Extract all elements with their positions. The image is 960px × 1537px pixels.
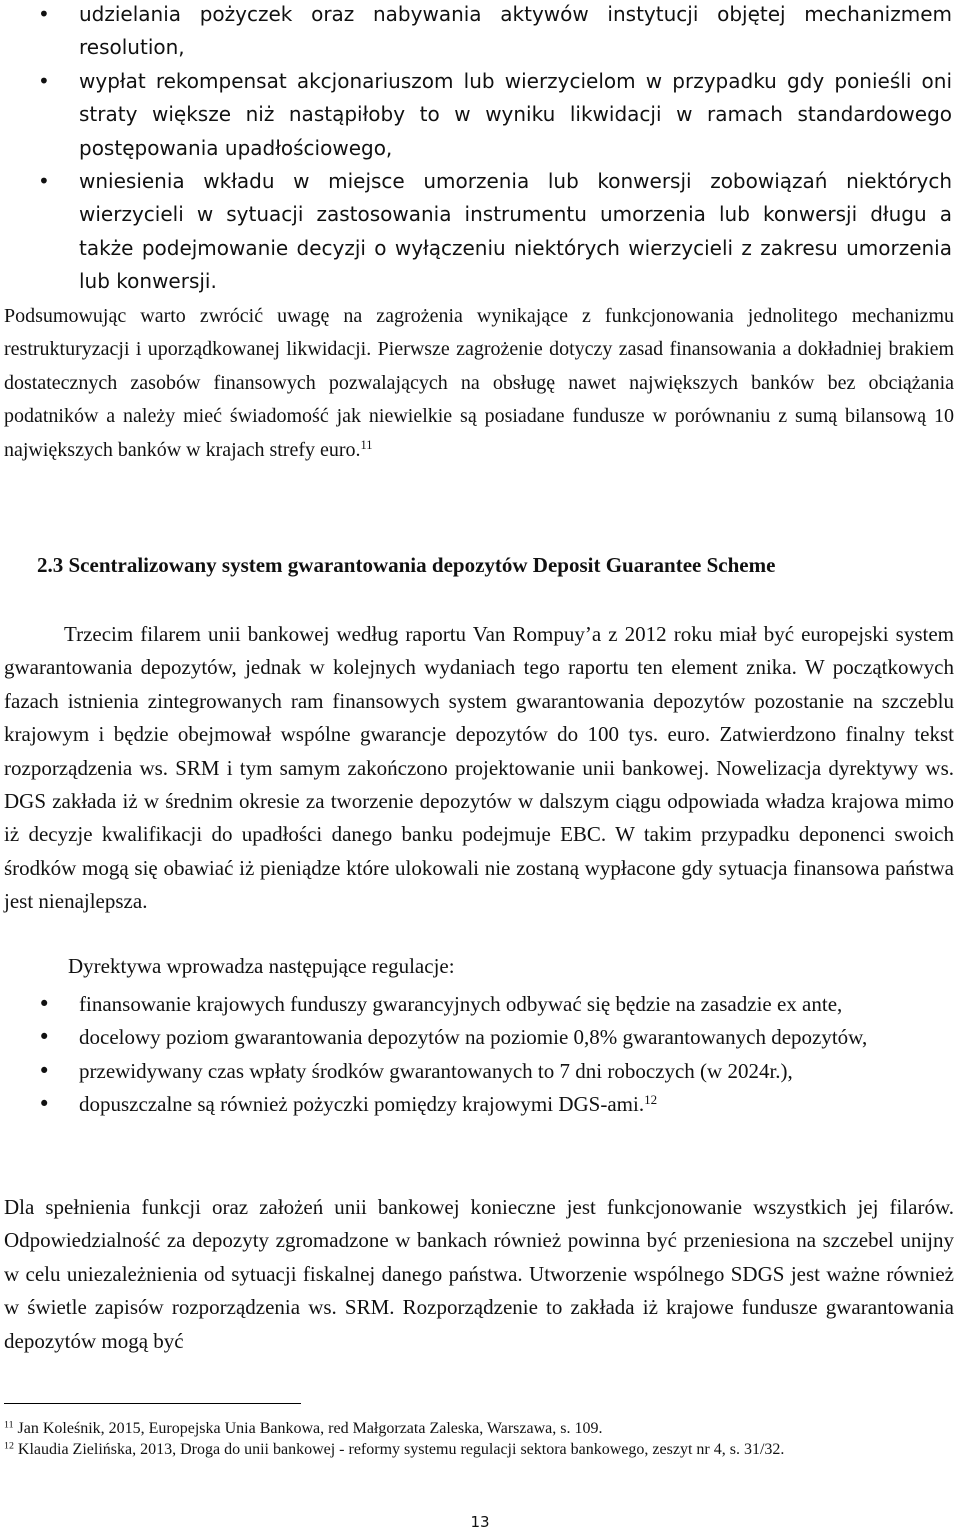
footnote [4,1418,944,1439]
bullet-list-resolution-uses [4,0,956,299]
summary-text-part1: Podsumowując warto zwrócić uwagę na zagrożenia wynikające z funkcjonowania jednolitego mechanizmu restrukturyzacji i uporządkowanej likwidacji. [4,305,954,361]
closing-paragraph: Dla spełnienia funkcji oraz założeń unii bankowej konieczne jest funkcjonowanie wszystkich jej filarów. Odpowiedzialność za depozyty zgromadzone w bankach również powinna być przeniesiona na szczebel unijny w celu uniezależnienia od sytuacji fiskalnej danego państwa. Utworzenie wspólnego SDGS jest ważne również w świetle zapisów rozporządzenia ws. SRM. Rozporządzenie to zakłada iż krajowe fundusze gwarantowania depozytów mogą być [4,1195,954,1353]
list-item [4,1088,956,1121]
footnote-text: Klaudia Zielińska, 2013, Droga do unii bankowej - reformy systemu regulacji sektora bankowego, zeszyt nr 4, s. 31/32. [17,1441,785,1458]
list-item: • wniesienia wkładu w miejsce umorzenia lub konwersji zobowiązań niektórych wierzycieli w sytuacji zastosowania instrumentu umorzenia lub konwersji długu a także podejmowanie decyzji o wyłączeniu niektórych wierzycieli z zakresu umorzenia lub konwersji. [4,165,956,299]
footnote [4,1439,944,1460]
bullet-list-regulations [4,988,956,1122]
footnote-separator [4,1403,301,1404]
list-item: • finansowanie krajowych funduszy gwarancyjnych odbywać się będzie na zasadzie ex ante, [4,988,956,1021]
list-item: • docelowy poziom gwarantowania depozytów na poziomie 0,8% gwarantowanych depozytów, [4,1021,956,1054]
footnote-number: 11 [4,1419,14,1431]
footnote-text: Jan Koleśnik, 2015, Europejska Unia Bankowa, red Małgorzata Zaleska, Warszawa, s. 109. [17,1420,603,1437]
footnote-number: 12 [4,1440,14,1452]
list-item: • przewidywany czas wpłaty środków gwarantowanych to 7 dni roboczych (w 2024r.), [4,1055,956,1088]
list-item: • wypłat rekompensat akcjonariuszom lub wierzycielom w przypadku gdy ponieśli oni straty większe niż nastąpiłoby to w wyniku likwidacji w ramach standardowego postępowania upadłościowego, [4,65,956,165]
page-number: 13 [470,1513,490,1531]
list-item-text: dopuszczalne są również pożyczki pomiędzy krajowymi DGS-ami. [79,1092,645,1117]
summary-text-part2: Pierwsze zagrożenie dotyczy zasad finansowania a dokładniej brakiem dostatecznych zasobów finansowych pozwalających na obsługę nawet największych banków bez obciążania podatników a należy mieć świadomość jak niewielkie są posiadane fundusze w porównaniu z sumą bilansową 10 największych banków w krajach strefy euro. [4,338,955,461]
list-item: • udzielania pożyczek oraz nabywania aktywów instytucji objętej mechanizmem resolution, [4,0,956,65]
section-heading: 2.3 Scentralizowany system gwarantowania depozytów Deposit Guarantee Scheme [37,553,776,577]
body-paragraph: Trzecim filarem unii bankowej według raportu Van Rompuy’a z 2012 roku miał być europejski system gwarantowania depozytów, jednak w kolejnych wydaniach tego raportu ten element znika. W początkowych fazach istnienia zintegrowanych ram finansowych system gwarantowania depozytów pozostanie na szczeblu krajowym i będzie obejmował wspólne gwarancje depozytów do 100 tys. euro. Zatwierdzono finalny tekst rozporządzenia ws. SRM i tym samym zakończono projektowanie unii bankowej. Nowelizacja dyrektywy ws. DGS zakłada iż w średnim okresie za tworzenie depozytów w dalszym ciągu odpowiada władza krajowa mimo iż decyzje kwalifikacji do upadłości danego banku podejmuje EBC. W takim przypadku deponenci swoich środków mogą się obawiać iż pieniądze które ulokowali nie zostaną wypłacone gdy sytuacja finansowa państwa jest nienajlepsza. [4,622,954,914]
summary-paragraph [4,300,954,467]
regulations-intro: Dyrektywa wprowadza następujące regulacje: [68,954,455,978]
footnotes [4,1418,944,1460]
footnote-ref-12[interactable]: 12 [644,1092,658,1108]
footnote-ref-11[interactable]: 11 [360,437,373,452]
